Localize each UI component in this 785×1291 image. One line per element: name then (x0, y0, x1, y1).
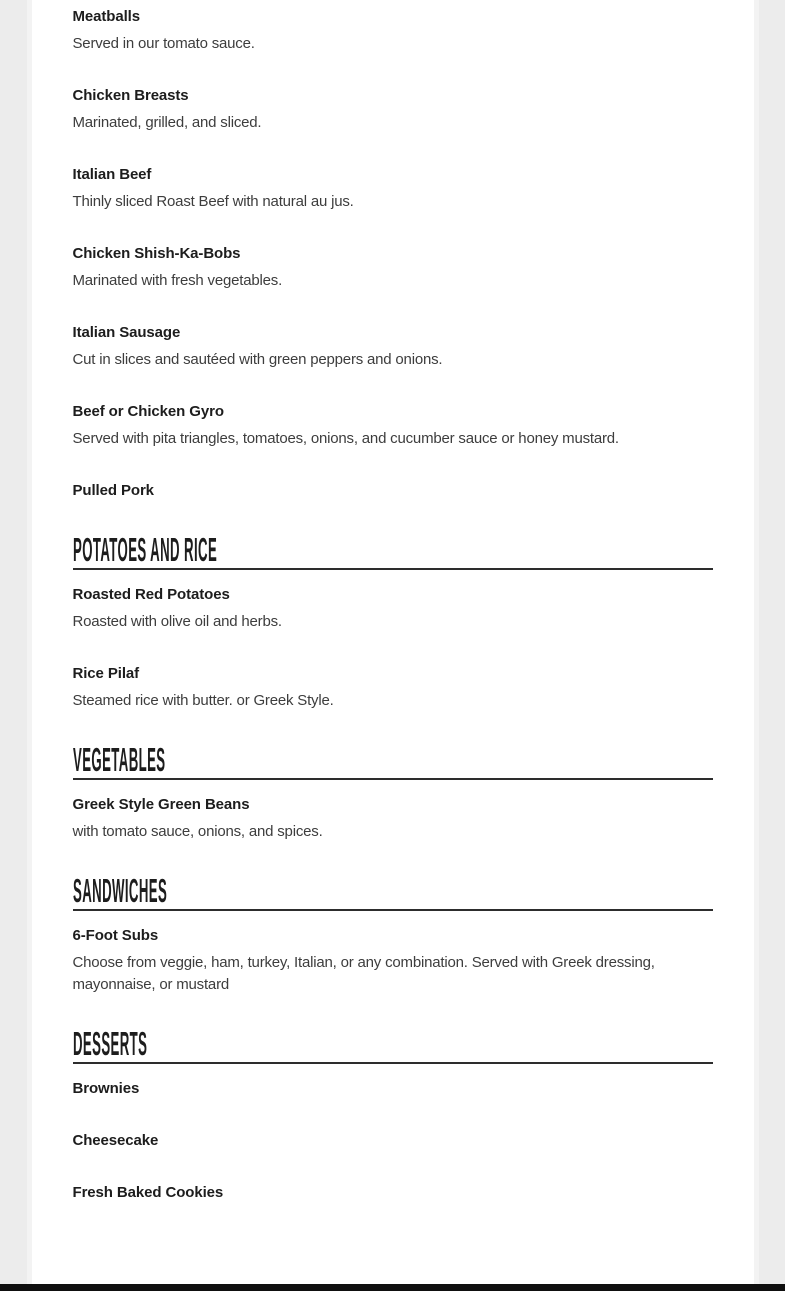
menu-item (73, 85, 713, 134)
section-heading-text: DESSERTS (72, 1025, 147, 1062)
menu-content (32, 0, 754, 1274)
item-description: Marinated, grilled, and sliced. (72, 114, 262, 131)
menu-page (27, 0, 759, 1291)
item-name: Chicken Shish-Ka-Bobs (72, 245, 241, 262)
menu-item (73, 663, 713, 712)
item-description: with tomato sauce, onions, and spices. (72, 823, 323, 840)
item-description: Served in our tomato sauce. (72, 35, 255, 52)
menu-item (73, 480, 713, 502)
section-heading (73, 873, 713, 911)
menu-item (73, 794, 713, 843)
section-heading (73, 742, 713, 780)
item-name: 6-Foot Subs (72, 927, 159, 944)
item-name: Brownies (72, 1080, 140, 1097)
item-name: Rice Pilaf (72, 665, 140, 682)
menu-item (73, 243, 713, 292)
item-name: Cheesecake (72, 1132, 159, 1149)
menu-item (73, 164, 713, 213)
item-name: Fresh Baked Cookies (72, 1184, 224, 1201)
item-name: Meatballs (72, 8, 140, 25)
menu-item (73, 1078, 713, 1100)
item-description: Steamed rice with butter. or Greek Style. (72, 692, 334, 709)
item-name: Greek Style Green Beans (72, 796, 250, 813)
item-description: Cut in slices and sautéed with green peppers and onions. (72, 351, 443, 368)
item-name: Beef or Chicken Gyro (72, 403, 224, 420)
section-heading (73, 532, 713, 570)
menu-item (73, 925, 713, 996)
item-name: Chicken Breasts (72, 87, 189, 104)
section-heading-text: VEGETABLES (72, 741, 166, 778)
item-description: Marinated with fresh vegetables. (72, 272, 283, 289)
menu-item (73, 584, 713, 633)
menu-item (73, 1182, 713, 1204)
item-name: Roasted Red Potatoes (72, 586, 230, 603)
menu-item (73, 401, 713, 450)
item-description: Roasted with olive oil and herbs. (72, 613, 282, 630)
section-heading-text: SANDWICHES (72, 872, 167, 909)
section-heading-text: POTATOES AND RICE (72, 531, 217, 568)
menu-item (73, 322, 713, 371)
menu-item (73, 1130, 713, 1152)
menu-item (73, 6, 713, 55)
item-name: Pulled Pork (72, 482, 154, 499)
footer-bar (0, 1284, 785, 1291)
item-name: Italian Sausage (72, 324, 181, 341)
item-description: Choose from veggie, ham, turkey, Italian, or any combination. Served with Greek dressing, mayonnaise, or mustard (72, 954, 655, 993)
item-description: Thinly sliced Roast Beef with natural au jus. (72, 193, 354, 210)
section-heading (73, 1026, 713, 1064)
item-description: Served with pita triangles, tomatoes, onions, and cucumber sauce or honey mustard. (72, 430, 619, 447)
item-name: Italian Beef (72, 166, 152, 183)
